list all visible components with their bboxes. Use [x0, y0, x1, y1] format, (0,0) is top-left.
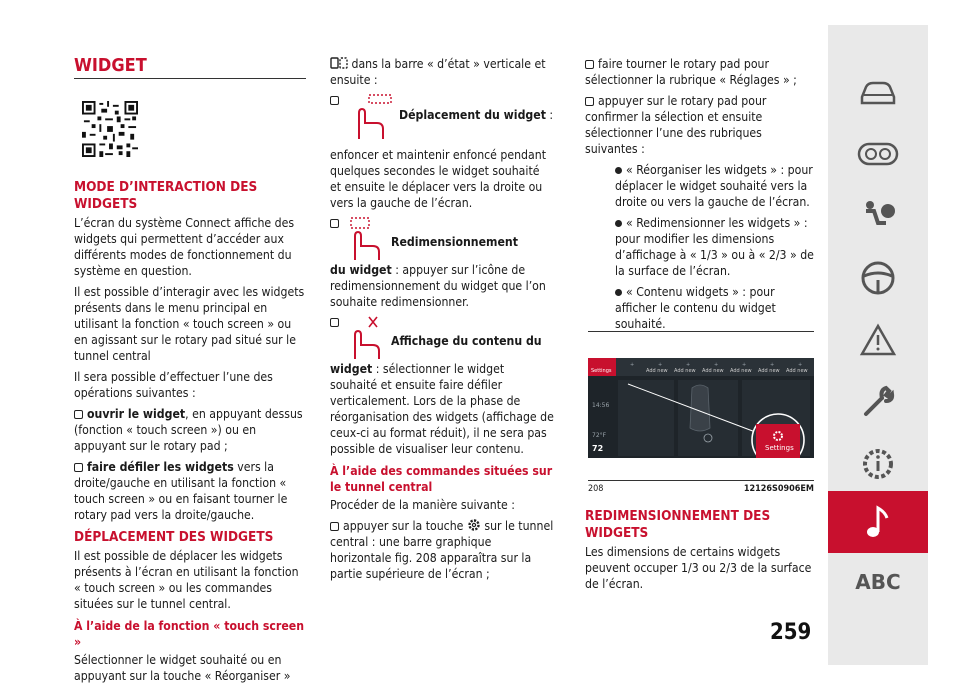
- figure-caption: [588, 484, 814, 494]
- add-new-label: Add new: [674, 368, 696, 374]
- column-2: [330, 56, 554, 587]
- paragraph: Procéder de la manière suivante :: [330, 498, 515, 512]
- settings-tab-small: Settings: [591, 368, 612, 374]
- music-note-icon: [863, 504, 893, 540]
- wrench-icon: [860, 384, 896, 420]
- add-new-label: Add new: [646, 368, 668, 374]
- hand-move-icon: [347, 93, 395, 143]
- add-new-label: Add new: [786, 368, 808, 374]
- dot-icon: [615, 167, 622, 174]
- column-3: [585, 56, 817, 337]
- heading-touch-screen: À l’aide de la fonction « touch screen »: [74, 619, 305, 649]
- bullet-icon: [330, 96, 339, 105]
- sub-list-item: « Contenu widgets » : pour afficher le contenu du widget souhaité.: [615, 285, 776, 331]
- bullet-icon: [330, 318, 339, 327]
- svg-text:+: +: [770, 362, 775, 368]
- settings-tab-big: Settings: [765, 444, 794, 452]
- bullet-icon: [585, 97, 594, 106]
- paragraph: widget : sélectionner le widget souhaité et ensuite faire défiler verticalement. Lors de la phase de réorganisation des widgets (affichage de ceux-ci au format réduit), il ne sera pas possible de visualiser leur contenu.: [330, 362, 554, 456]
- sidebar-item-safety[interactable]: [828, 185, 928, 247]
- bullet-icon: [74, 463, 83, 472]
- car-icon: [858, 77, 898, 107]
- paragraph: dans la barre « d’état » verticale et ensuite :: [330, 57, 546, 87]
- chapter-sidebar: [828, 25, 928, 665]
- dot-icon: [615, 289, 622, 296]
- paragraph: Sélectionner le widget souhaité ou en appuyant sur la touche « Réorganiser »: [74, 653, 291, 683]
- add-new-label: Add new: [730, 368, 752, 374]
- bullet-icon: [74, 410, 83, 419]
- svg-text:+: +: [742, 362, 747, 368]
- resize-section: [585, 508, 817, 597]
- page-number: 259: [770, 620, 812, 645]
- sub-list-item: « Réorganiser les widgets » : pour déplacer le widget souhaité vers la droite ou vers la gauche de l’écran.: [615, 163, 813, 209]
- add-new-label: Add new: [758, 368, 780, 374]
- figure-screen: [588, 358, 814, 458]
- title-rule: [74, 78, 306, 79]
- sidebar-item-maintenance[interactable]: [828, 371, 928, 433]
- heading-deplacement: DÉPLACEMENT DES WIDGETS: [74, 529, 274, 545]
- info-gear-icon: [860, 446, 896, 482]
- column-1: [74, 56, 306, 689]
- paragraph: Il sera possible d’effectuer l’une des opérations suivantes :: [74, 370, 273, 400]
- sidebar-item-car[interactable]: [828, 61, 928, 123]
- list-item: faire défiler les widgets vers la droite/gauche en utilisant la fonction « touch screen » ou en faisant tourner le rotary pad vers la droite/gauche.: [74, 460, 288, 522]
- clock-label: 14:56: [592, 402, 610, 409]
- qr-code-icon: [82, 101, 138, 157]
- temperature-label: 72°F: [592, 432, 607, 439]
- temperature-label: 72: [592, 444, 604, 453]
- airbag-icon: [858, 199, 898, 233]
- sidebar-item-dashboard[interactable]: [828, 123, 928, 185]
- svg-text:+: +: [798, 362, 803, 368]
- list-item: ouvrir le widget, en appuyant dessus (fonction « touch screen ») ou en appuyant sur le rotary pad ;: [74, 407, 303, 453]
- figure-code: 12126S0906EM: [743, 484, 814, 494]
- paragraph: Les dimensions de certains widgets peuvent occuper 1/3 ou 2/3 de la surface de l’écran.: [585, 545, 812, 591]
- paragraph: Il est possible de déplacer les widgets présents à l’écran en utilisant la fonction « touch screen » ou les commandes situées sur le tunnel central.: [74, 549, 299, 611]
- list-item: Affichage du contenu du: [330, 315, 554, 361]
- reorganize-icon: [330, 56, 348, 70]
- list-item: Déplacement du widget :: [330, 93, 554, 143]
- svg-text:+: +: [714, 362, 719, 368]
- heading-resize: REDIMENSIONNEMENT DES WIDGETS: [585, 508, 771, 541]
- paragraph: L’écran du système Connect affiche des widgets qui permettent d’accéder aux différents modes de fonctionnement du système en question.: [74, 216, 295, 278]
- sidebar-item-index[interactable]: [828, 551, 928, 613]
- sidebar-item-specs[interactable]: [828, 433, 928, 495]
- figure-number: 208: [588, 484, 604, 494]
- list-item: Redimensionnement: [330, 216, 554, 262]
- screen-illustration: [588, 358, 814, 458]
- figure-bottom-rule: [588, 480, 814, 481]
- svg-text:+: +: [658, 362, 663, 368]
- dot-icon: [615, 220, 622, 227]
- hand-scroll-icon: [347, 315, 387, 361]
- steering-wheel-icon: [860, 260, 896, 296]
- paragraph: Il est possible d’interagir avec les widgets présents dans le menu principal en utilisant la fonction « touch screen » ou en agissant sur le rotary pad situé sur le tunnel central: [74, 285, 305, 363]
- paragraph: enfoncer et maintenir enfoncé pendant quelques secondes le widget souhaité et ensuite le déplacer vers la droite ou vers la gauche de l’écran.: [330, 148, 546, 210]
- gear-icon: [467, 518, 481, 532]
- index-label: ABC: [855, 570, 901, 594]
- sidebar-item-multimedia[interactable]: [828, 491, 928, 553]
- svg-text:+: +: [686, 362, 691, 368]
- sidebar-item-driving[interactable]: [828, 247, 928, 309]
- paragraph: du widget : appuyer sur l’icône de redimensionnement du widget que l’on souhaite redimensionner.: [330, 263, 546, 309]
- sidebar-item-warning[interactable]: [828, 309, 928, 371]
- sub-list-item: « Redimensionner les widgets » : pour modifier les dimensions d’affichage à « 1/3 » ou à « 2/3 » de la surface de l’écran.: [615, 216, 814, 278]
- list-item: appuyer sur la touche sur le tunnel central : une barre graphique horizontale fig. 208 apparaîtra sur la partie supérieure de l’écran ;: [330, 519, 554, 581]
- list-item: faire tourner le rotary pad pour sélectionner la rubrique « Réglages » ;: [585, 57, 797, 87]
- bullet-icon: [330, 219, 339, 228]
- settings-gear-icon: [771, 430, 785, 442]
- bullet-icon: [585, 60, 594, 69]
- section-title: WIDGET: [74, 55, 147, 76]
- svg-text:+: +: [630, 362, 635, 368]
- heading-interaction: MODE D’INTERACTION DES WIDGETS: [74, 179, 258, 212]
- bullet-icon: [330, 522, 339, 531]
- add-new-label: Add new: [702, 368, 724, 374]
- figure-top-rule: [588, 331, 814, 332]
- warning-triangle-icon: [859, 323, 897, 357]
- gauges-icon: [857, 141, 899, 167]
- hand-resize-icon: [347, 216, 387, 262]
- list-item: appuyer sur le rotary pad pour confirmer la sélection et ensuite sélectionner l’une des rubriques suivantes :: [585, 94, 767, 156]
- heading-tunnel-commands: À l’aide des commandes situées sur le tunnel central: [330, 464, 553, 494]
